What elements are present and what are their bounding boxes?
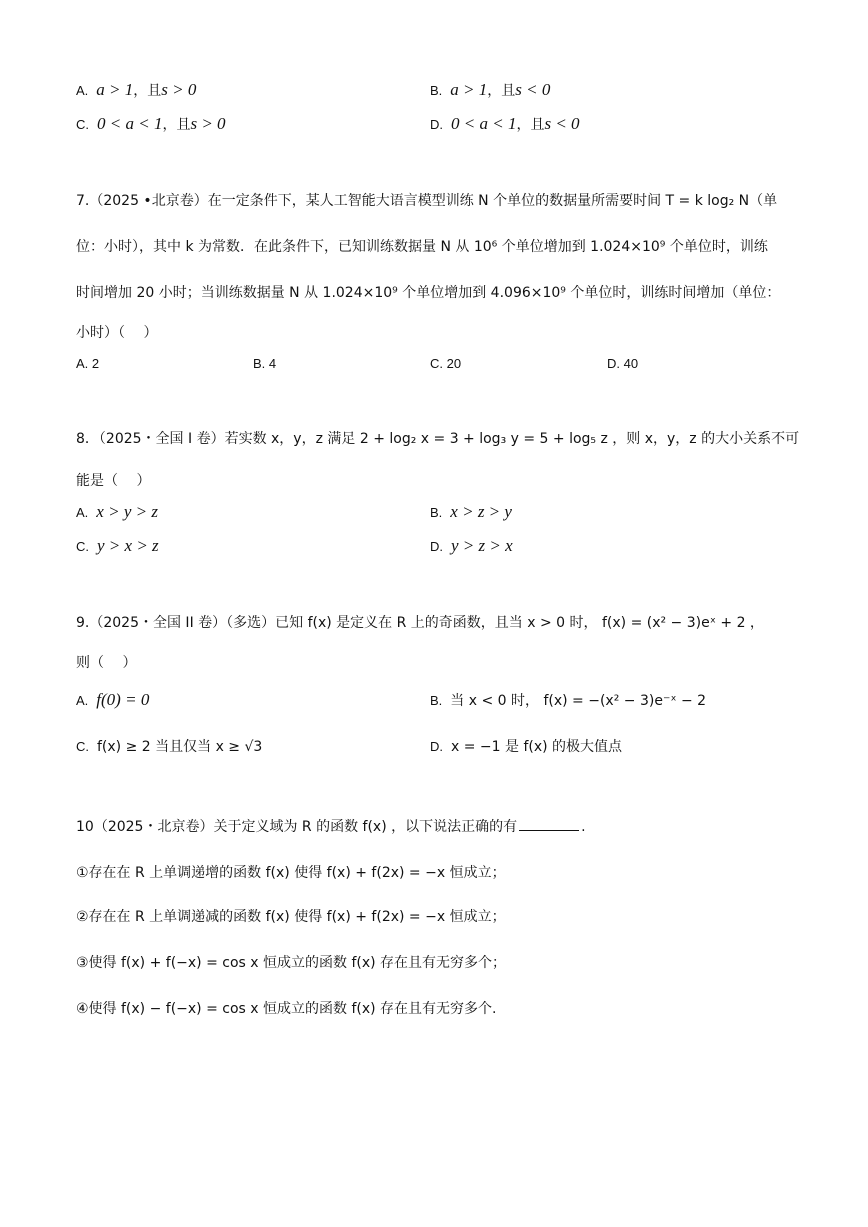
q7-option-b: B. 4 (253, 356, 277, 371)
q9-option-c: C. f(x) ≥ 2 当且仅当 x ≥ √3 (76, 739, 263, 755)
q7-stem-line2: 位：小时），其中 k 为常数．在此条件下，已知训练数据量 N 从 10⁶ 个单位增加到 1.024×10⁹ 个单位时，训练 (76, 239, 768, 255)
q7-stem-line4: 小时）（ ） (76, 325, 158, 341)
q8-option-d: D. y > z > x (430, 536, 513, 555)
q10-statement-3: ③使得 f(x) + f(−x) = cos x 恒成立的函数 f(x) 存在且有无穷多个； (76, 955, 507, 971)
q6-options-row2 (76, 114, 796, 134)
q9-options-row2 (76, 736, 796, 756)
q7-stem-line1: 7.（2025 •北京卷）在一定条件下，某人工智能大语言模型训练 N 个单位的数据量所需要时间 T = k log₂ N（单 (76, 193, 778, 209)
q9-option-d: D. x = −1 是 f(x) 的极大值点 (430, 739, 623, 755)
q9-stem-line2: 则（ ） (76, 655, 137, 671)
q8-options-row1 (76, 502, 796, 522)
q7-option-d: D. 40 (607, 356, 639, 371)
answer-blank (519, 816, 579, 831)
q7-option-a: A. 2 (76, 356, 100, 371)
q9-stem-line1: 9.（2025・全国 II 卷）（多选）已知 f(x) 是定义在 R 上的奇函数，且当 x > 0 时， f(x) = (x² − 3)eˣ + 2 ， (76, 615, 764, 631)
q8-option-a: A. x > y > z (76, 502, 158, 521)
q6-option-c: C. 0 < a < 1，且s > 0 (76, 114, 226, 133)
q6-options-row1 (76, 80, 796, 100)
q6-option-b: B. a > 1，且s < 0 (430, 80, 551, 99)
q10-statement-4: ④使得 f(x) − f(−x) = cos x 恒成立的函数 f(x) 存在且有无穷多个. (76, 1001, 497, 1017)
q8-stem-line2: 能是（ ） (76, 473, 151, 489)
q8-options-row2 (76, 536, 796, 556)
q6-option-d: D. 0 < a < 1，且s < 0 (430, 114, 580, 133)
q10-stem: 10（2025・北京卷）关于定义域为 R 的函数 f(x) ，以下说法正确的有 . (76, 816, 796, 836)
q6-option-a: A. a > 1，且s > 0 (76, 80, 197, 99)
q9-option-a: A. f(0) = 0 (76, 690, 150, 709)
q7-option-c: C. 20 (430, 356, 462, 371)
q9-option-b: B. 当 x < 0 时， f(x) = −(x² − 3)e⁻ˣ − 2 (430, 693, 707, 709)
q10-statement-2: ②存在在 R 上单调递减的函数 f(x) 使得 f(x) + f(2x) = −x 恒成立； (76, 909, 506, 925)
q8-option-c: C. y > x > z (76, 536, 159, 555)
q8-stem-line1: 8．（2025・全国 I 卷）若实数 x，y，z 满足 2 + log₂ x = 3 + log₃ y = 5 + log₅ z ，则 x，y，z 的大小关系不可 (76, 431, 800, 447)
q10-statement-1: ①存在在 R 上单调递增的函数 f(x) 使得 f(x) + f(2x) = −x 恒成立； (76, 865, 506, 881)
q7-stem-line3: 时间增加 20 小时；当训练数据量 N 从 1.024×10⁹ 个单位增加到 4.096×10⁹ 个单位时，训练时间增加（单位： (76, 285, 781, 301)
q8-option-b: B. x > z > y (430, 502, 512, 521)
q9-options-row1 (76, 690, 796, 710)
